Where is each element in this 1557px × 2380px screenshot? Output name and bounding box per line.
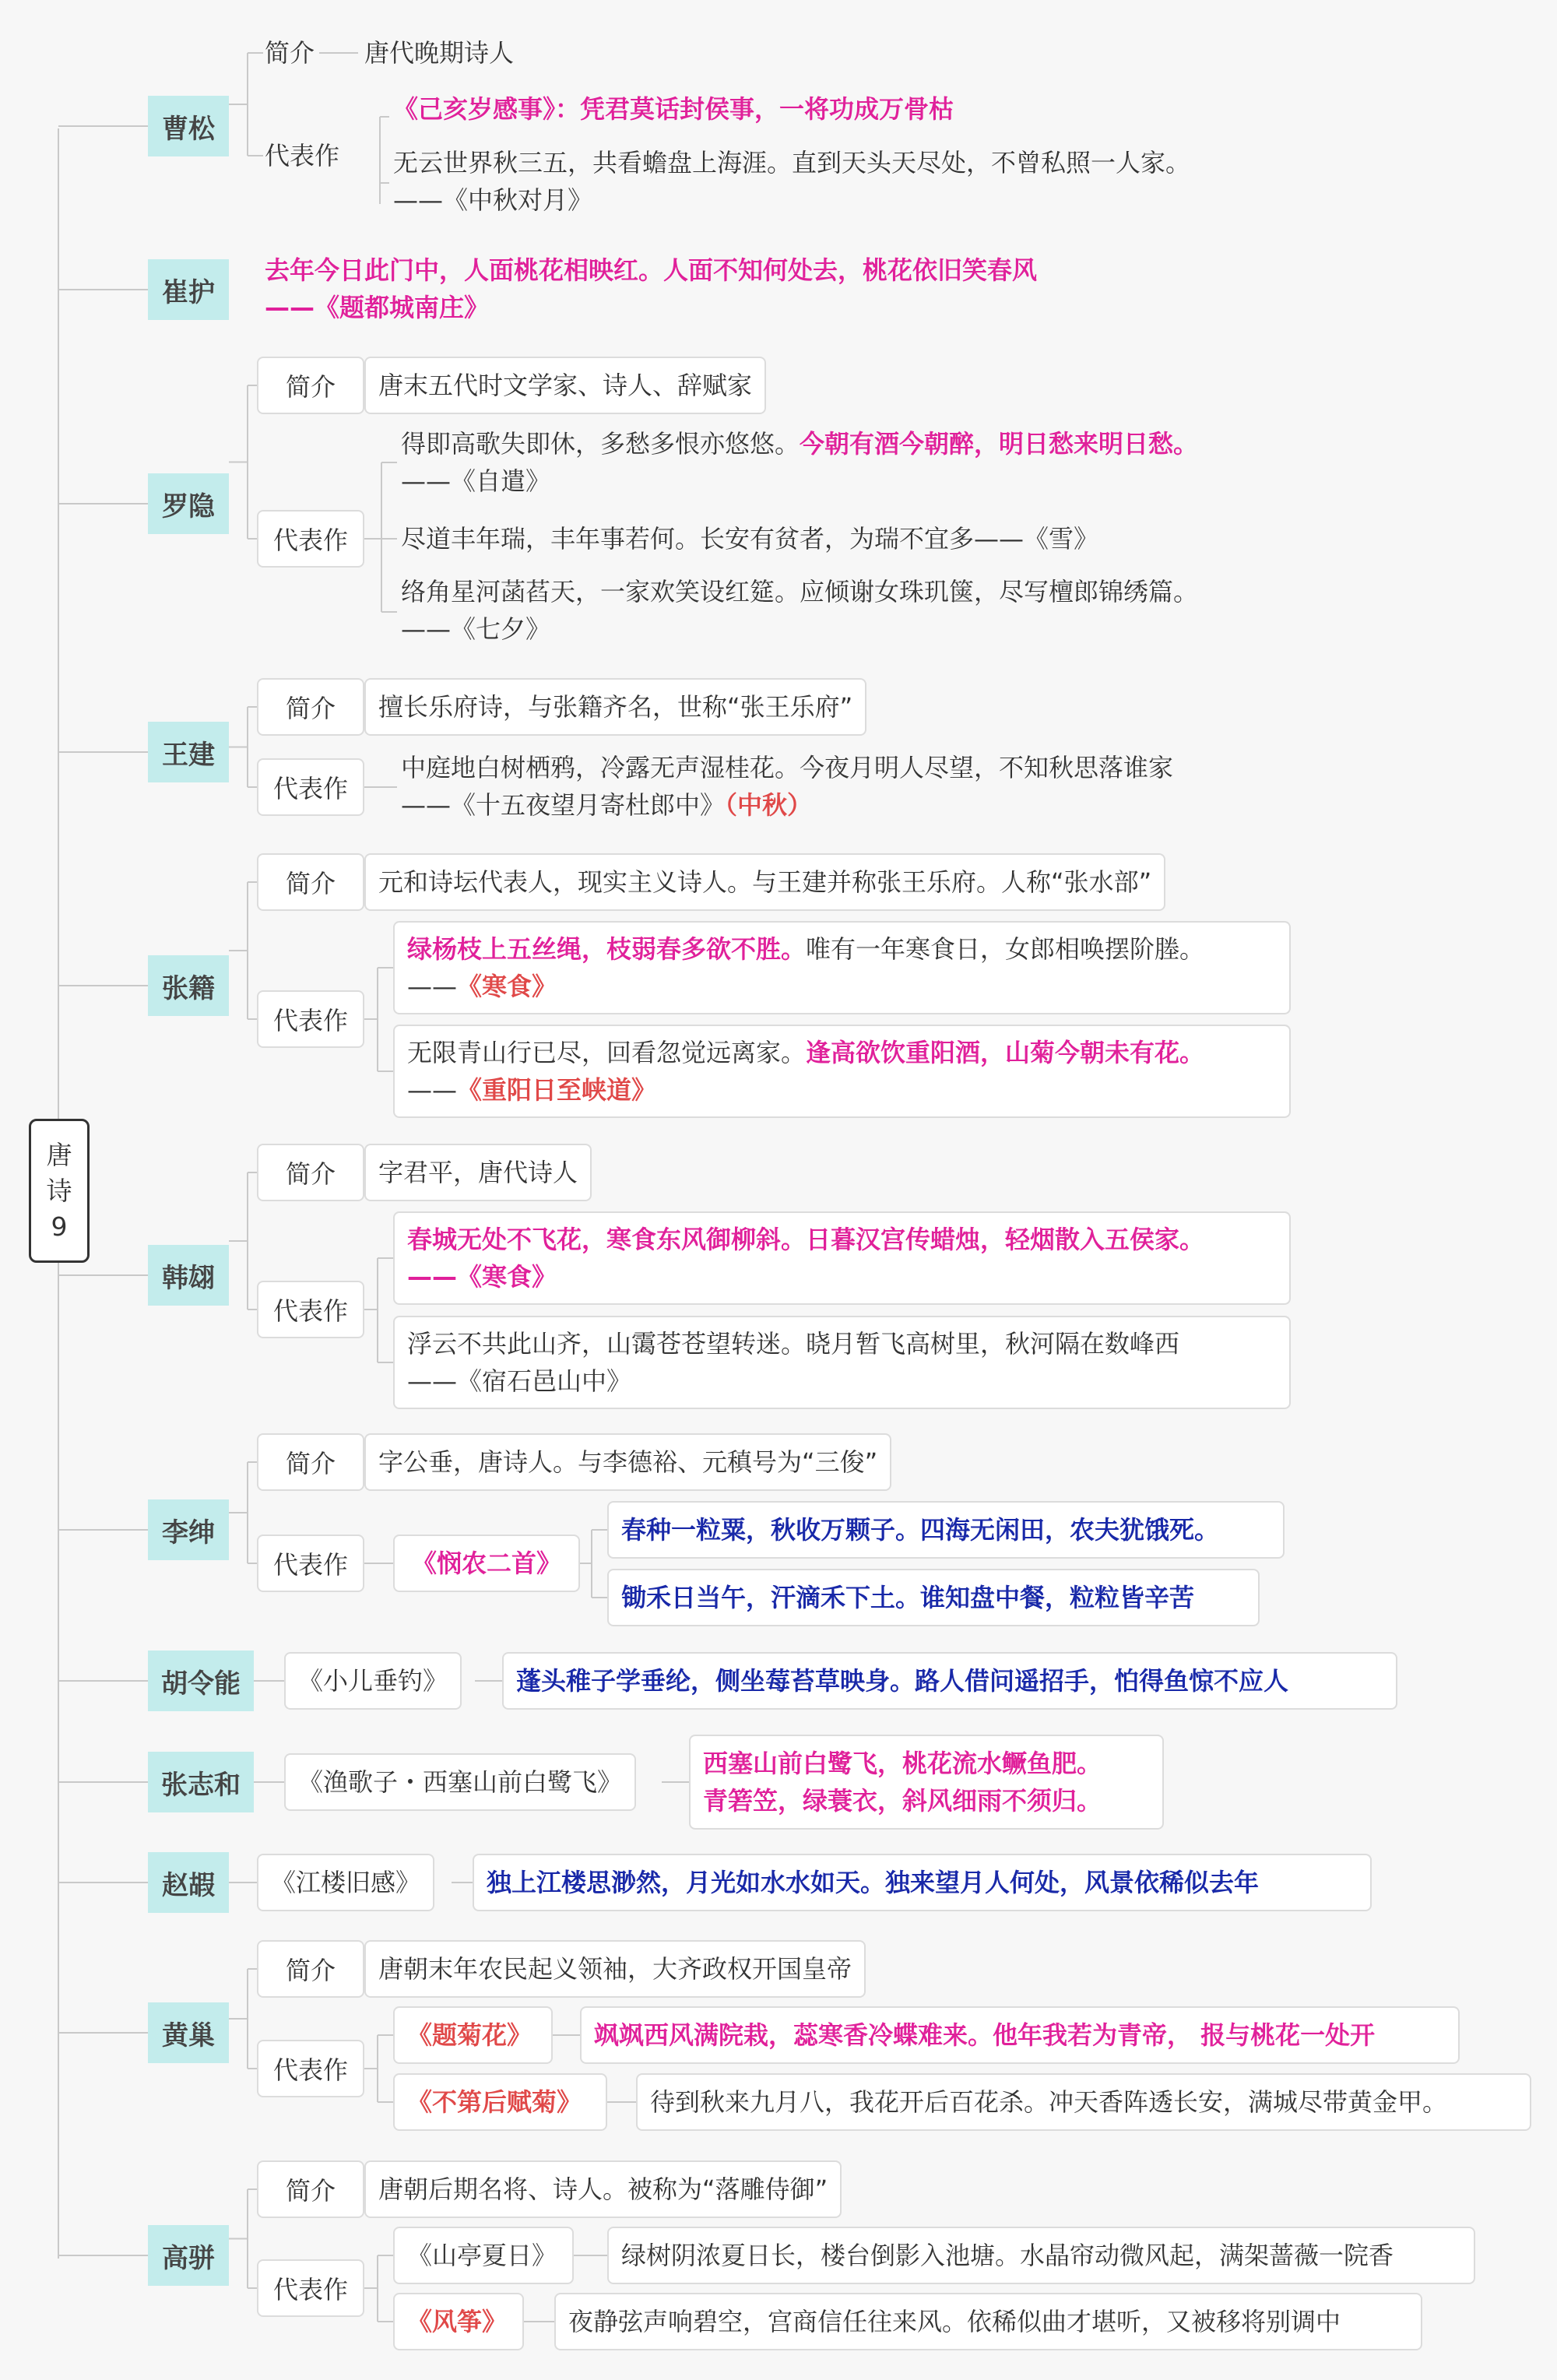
text-run: ——《十五夜望月寄杜郎中》 <box>401 790 726 820</box>
poem-lishen-1 <box>607 1501 1285 1559</box>
text-run: —— <box>407 1075 457 1105</box>
text-run: 去年今日此门中，人面桃花相映红。人面不知何处去，桃花依旧笑春风 <box>265 255 1038 285</box>
intro-label-luoyin[interactable]: 简介 <box>257 357 364 414</box>
poet-node-zhangji[interactable]: 张籍 <box>148 955 229 1016</box>
intro-text-luoyin: 唐末五代时文学家、诗人、辞赋家 <box>364 357 766 414</box>
poet-node-huangchao[interactable]: 黄巢 <box>148 2002 229 2063</box>
poem-gaopian-1 <box>607 2227 1475 2284</box>
poem-caosong-2 <box>393 144 1190 219</box>
text-run: 春种一粒粟，秋收万颗子。四海无闲田，农夫犹饿死。 <box>621 1515 1220 1545</box>
poet-node-luoyin[interactable]: 罗隐 <box>148 473 229 534</box>
poem-zhaogu <box>473 1854 1372 1911</box>
poet-node-gaopian[interactable]: 高骈 <box>148 2225 229 2286</box>
intro-text-wangjian: 擅长乐府诗，与张籍齐名，世称“张王乐府” <box>364 678 866 736</box>
text-run: 逢高欲饮重阳酒，山菊今朝未有花。 <box>806 1038 1205 1067</box>
text-run: 西塞山前白鹭飞，桃花流水鳜鱼肥。 <box>703 1749 1102 1778</box>
text-run: 春城无处不飞花，寒食东风御柳斜。日暮汉宫传蜡烛，轻烟散入五侯家。 <box>407 1225 1205 1254</box>
poem-title-gaopian-1[interactable] <box>393 2227 574 2284</box>
text-run: 得即高歌失即休，多愁多恨亦悠悠。 <box>401 429 800 459</box>
works-label-luoyin[interactable]: 代表作 <box>257 510 364 568</box>
intro-text-caosong: 唐代晚期诗人 <box>364 38 515 68</box>
text-run: 锄禾日当午，汗滴禾下土。谁知盘中餐，粒粒皆辛苦 <box>621 1583 1195 1612</box>
poem-luoyin-3 <box>401 573 1198 648</box>
root-node[interactable] <box>29 1119 90 1263</box>
poem-gaopian-2 <box>554 2293 1422 2350</box>
works-label-zhangji[interactable]: 代表作 <box>257 990 364 1048</box>
text-run: 尽道丰年瑞，丰年事若何。长安有贫者，为瑞不宜多——《雪》 <box>401 524 1099 554</box>
poem-title-huangchao-2[interactable] <box>393 2073 607 2131</box>
text-run: 《悯农二首》 <box>411 1549 561 1578</box>
intro-text-hanhong: 字君平，唐代诗人 <box>364 1144 592 1201</box>
text-run: ——《题都城南庄》 <box>265 293 490 322</box>
text-run: （中秋） <box>725 790 813 820</box>
text-run: 《寒食》 <box>457 972 557 1001</box>
poem-hanhong-2 <box>393 1316 1291 1409</box>
text-run: 《山亭夏日》 <box>407 2241 557 2270</box>
poem-huangchao-2 <box>636 2073 1531 2131</box>
text-run: ——《七夕》 <box>401 614 551 644</box>
works-label-gaopian[interactable]: 代表作 <box>257 2259 364 2317</box>
poem-wangjian-1 <box>401 749 1173 824</box>
poet-node-lishen[interactable]: 李绅 <box>148 1499 229 1560</box>
poem-title-hulingneng[interactable]: 《小儿垂钓》 <box>284 1652 462 1710</box>
poet-node-zhangzhihe[interactable]: 张志和 <box>148 1752 254 1812</box>
text-run: 蓬头稚子学垂纶，侧坐莓苔草映身。路人借问遥招手，怕得鱼惊不应人 <box>516 1666 1289 1696</box>
intro-label-huangchao[interactable]: 简介 <box>257 1940 364 1998</box>
poem-lishen-2 <box>607 1569 1260 1626</box>
root-line: 唐 <box>46 1139 72 1170</box>
text-run: 今朝有酒今朝醉，明日愁来明日愁。 <box>800 429 1199 459</box>
text-run: 中庭地白树栖鸦，冷露无声湿桂花。今夜月明人尽望，不知秋思落谁家 <box>401 753 1174 782</box>
poet-node-zhaogu[interactable]: 赵嘏 <box>148 1852 229 1913</box>
text-run: ——《自遣》 <box>401 466 551 496</box>
intro-text-lishen: 字公垂，唐诗人。与李德裕、元稹号为“三俊” <box>364 1433 891 1491</box>
text-run: 络角星河菡萏天，一家欢笑设红筵。应倾谢女珠玑箧，尽写檀郎锦绣篇。 <box>401 577 1199 606</box>
poem-title-zhangzhihe[interactable]: 《渔歌子・西塞山前白鹭飞》 <box>284 1753 636 1811</box>
poem-title-huangchao-1[interactable] <box>393 2006 553 2064</box>
root-line: 诗 <box>46 1175 72 1206</box>
poem-title-gaopian-2[interactable] <box>393 2293 524 2350</box>
text-run: ——《中秋对月》 <box>393 185 593 215</box>
text-run: 飒飒西风满院栽，蕊寒香冷蝶难来。他年我若为青帝， 报与桃花一处开 <box>594 2020 1376 2050</box>
intro-text-zhangji: 元和诗坛代表人，现实主义诗人。与王建并称张王乐府。人称“张水部” <box>364 853 1165 911</box>
works-label-wangjian[interactable]: 代表作 <box>257 758 364 816</box>
intro-label-lishen[interactable]: 简介 <box>257 1433 364 1491</box>
works-label-huangchao[interactable]: 代表作 <box>257 2040 364 2097</box>
poem-zhangji-2 <box>393 1025 1291 1118</box>
text-run: 青箬笠，绿蓑衣，斜风细雨不须归。 <box>703 1786 1102 1816</box>
text-run: 无云世界秋三五，共看蟾盘上海涯。直到天头天尽处，不曾私照一人家。 <box>393 148 1191 178</box>
text-run: ——《宿石邑山中》 <box>407 1366 632 1396</box>
intro-label-caosong[interactable]: 简介 <box>265 38 315 68</box>
poem-huangchao-1 <box>580 2006 1460 2064</box>
poem-cuihu <box>265 251 1037 326</box>
poem-hulingneng <box>502 1652 1397 1710</box>
poem-luoyin-2 <box>401 520 1098 557</box>
poem-luoyin-1 <box>401 425 1198 500</box>
text-run: 独上江楼思渺然，月光如水水如天。独来望月人何处，风景依稀似去年 <box>487 1868 1260 1897</box>
root-line: 9 <box>51 1211 68 1242</box>
works-label-caosong[interactable]: 代表作 <box>265 141 340 171</box>
text-run: 夜静弦声响碧空，宫商信任往来风。依稀似曲才堪听，又被移将别调中 <box>568 2307 1341 2336</box>
poem-zhangzhihe <box>689 1735 1164 1830</box>
text-run: 绿杨枝上五丝绳，枝弱春多欲不胜。 <box>407 934 807 964</box>
text-run: 《重阳日至峡道》 <box>457 1075 657 1105</box>
intro-label-gaopian[interactable]: 简介 <box>257 2160 364 2218</box>
works-label-lishen[interactable]: 代表作 <box>257 1535 364 1592</box>
text-run: 《风筝》 <box>407 2307 508 2336</box>
text-run: 无限青山行已尽，回看忽觉远离家。 <box>407 1038 807 1067</box>
text-run: —— <box>407 972 457 1001</box>
intro-label-hanhong[interactable]: 简介 <box>257 1144 364 1201</box>
intro-label-wangjian[interactable]: 简介 <box>257 678 364 736</box>
text-run: 《题菊花》 <box>407 2020 532 2050</box>
poem-title-zhaogu[interactable]: 《江楼旧感》 <box>257 1854 434 1911</box>
text-run: 浮云不共此山齐，山霭苍苍望转迷。晓月暂飞高树里，秋河隔在数峰西 <box>407 1329 1180 1359</box>
works-label-hanhong[interactable]: 代表作 <box>257 1281 364 1338</box>
poem-zhangji-1 <box>393 921 1291 1014</box>
text-run: 《己亥岁感事》：凭君莫话封侯事，一将功成万骨枯 <box>393 94 954 124</box>
poem-hanhong-1 <box>393 1211 1291 1305</box>
intro-text-huangchao: 唐朝末年农民起义领袖，大齐政权开国皇帝 <box>364 1940 866 1998</box>
poet-node-hulingneng[interactable]: 胡令能 <box>148 1651 254 1711</box>
intro-label-zhangji[interactable]: 简介 <box>257 853 364 911</box>
poet-node-hanhong[interactable]: 韩翃 <box>148 1245 229 1306</box>
poet-node-wangjian[interactable]: 王建 <box>148 722 229 782</box>
intro-text-gaopian: 唐朝后期名将、诗人。被称为“落雕侍御” <box>364 2160 842 2218</box>
text-run: 待到秋来九月八，我花开后百花杀。冲天香阵透长安，满城尽带黄金甲。 <box>650 2087 1448 2117</box>
text-run: 唯有一年寒食日，女郎相唤摆阶塍。 <box>806 934 1205 964</box>
text-run: ——《寒食》 <box>407 1262 557 1292</box>
poet-node-cuihu[interactable]: 崔护 <box>148 259 229 320</box>
text-run: 绿树阴浓夏日长，楼台倒影入池塘。水晶帘动微风起，满架蔷薇一院香 <box>621 2241 1394 2270</box>
text-run: 《不第后赋菊》 <box>407 2087 582 2117</box>
poem-title-lishen[interactable] <box>393 1535 580 1592</box>
poem-caosong-1 <box>393 90 954 128</box>
poet-node-caosong[interactable]: 曹松 <box>148 96 229 156</box>
